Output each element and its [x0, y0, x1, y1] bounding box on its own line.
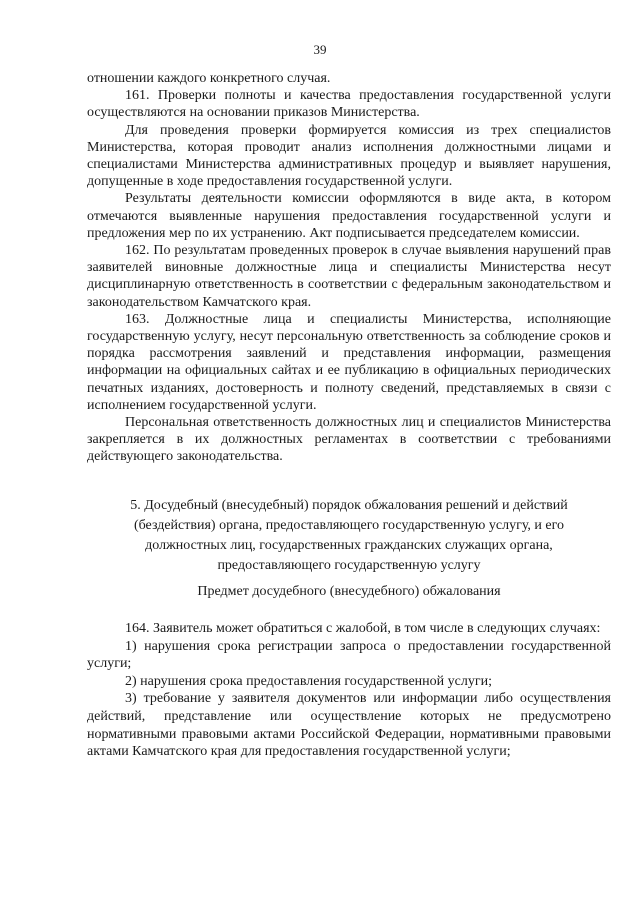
subheading: Предмет досудебного (внесудебного) обжалования	[197, 584, 501, 599]
paragraph: Результаты деятельности комиссии оформляются в виде акта, в котором отмечаются выявленные нарушения предоставления государственной услуги и предложения мер по их устранению. Акт подписывается председателем комиссии.	[87, 191, 611, 241]
body-text-block-2	[87, 620, 611, 761]
list-item: 2) нарушения срока предоставления государственной услуги;	[125, 673, 492, 689]
paragraph: Персональная ответственность должностных лиц и специалистов Министерства закрепляется в их должностных регламентах в соответствии с требованиями действующего законодательства.	[87, 415, 611, 465]
section-heading-line: должностных лиц, государственных гражданских служащих органа,	[145, 538, 553, 553]
paragraph: Для проведения проверки формируется комиссия из трех специалистов Министерства, которая проводит анализ исполнения должностными лицами и специалистами Министерства административных процедур и выявляет нарушения, допущенные в ходе предоставления государственной услуги.	[87, 122, 611, 190]
section-heading-line: предоставляющего государственную услугу	[217, 558, 481, 573]
page-number: 39	[313, 42, 327, 57]
section-heading-line: (бездействия) органа, предоставляющего государственную услугу, и его	[133, 518, 565, 533]
section-heading	[87, 496, 611, 576]
paragraph-163: 163. Должностные лица и специалисты Министерства, исполняющие государственную услугу, несут персональную ответственность за соблюдение сроков и порядка рассмотрения заявлений и представления информации, размещения информации на официальных сайтах и ее публикацию в официальных периодических печатных изданиях, достоверность и полноту сведений, представляемых в связи с исполнением государственной услуги.	[87, 311, 611, 413]
body-text-block-1	[87, 70, 611, 466]
section-heading-line: 5. Досудебный (внесудебный) порядок обжалования решений и действий	[130, 498, 568, 513]
list-item: 1) нарушения срока регистрации запроса о предоставлении государственной услуги;	[87, 638, 611, 672]
paragraph-162: 162. По результатам проведенных проверок в случае выявления нарушений прав заявителей виновные должностные лица и специалисты Министерства несут дисциплинарную ответственность в соответствии с федеральным законодательством и законодательством Камчатского края.	[87, 243, 611, 310]
list-item: 3) требование у заявителя документов или информации либо осуществления действий, представление или осуществление которых не предусмотрено нормативными правовыми актами Российской Федерации, нормативными правовыми актами Камчатского края для предоставления государственной услуги;	[87, 691, 611, 760]
paragraph-161: 161. Проверки полноты и качества предоставления государственной услуги осуществляются на основании приказов Министерства.	[87, 88, 611, 121]
paragraph: отношении каждого конкретного случая.	[87, 71, 331, 86]
paragraph-164: 164. Заявитель может обратиться с жалобой, в том числе в следующих случаях:	[125, 621, 601, 636]
